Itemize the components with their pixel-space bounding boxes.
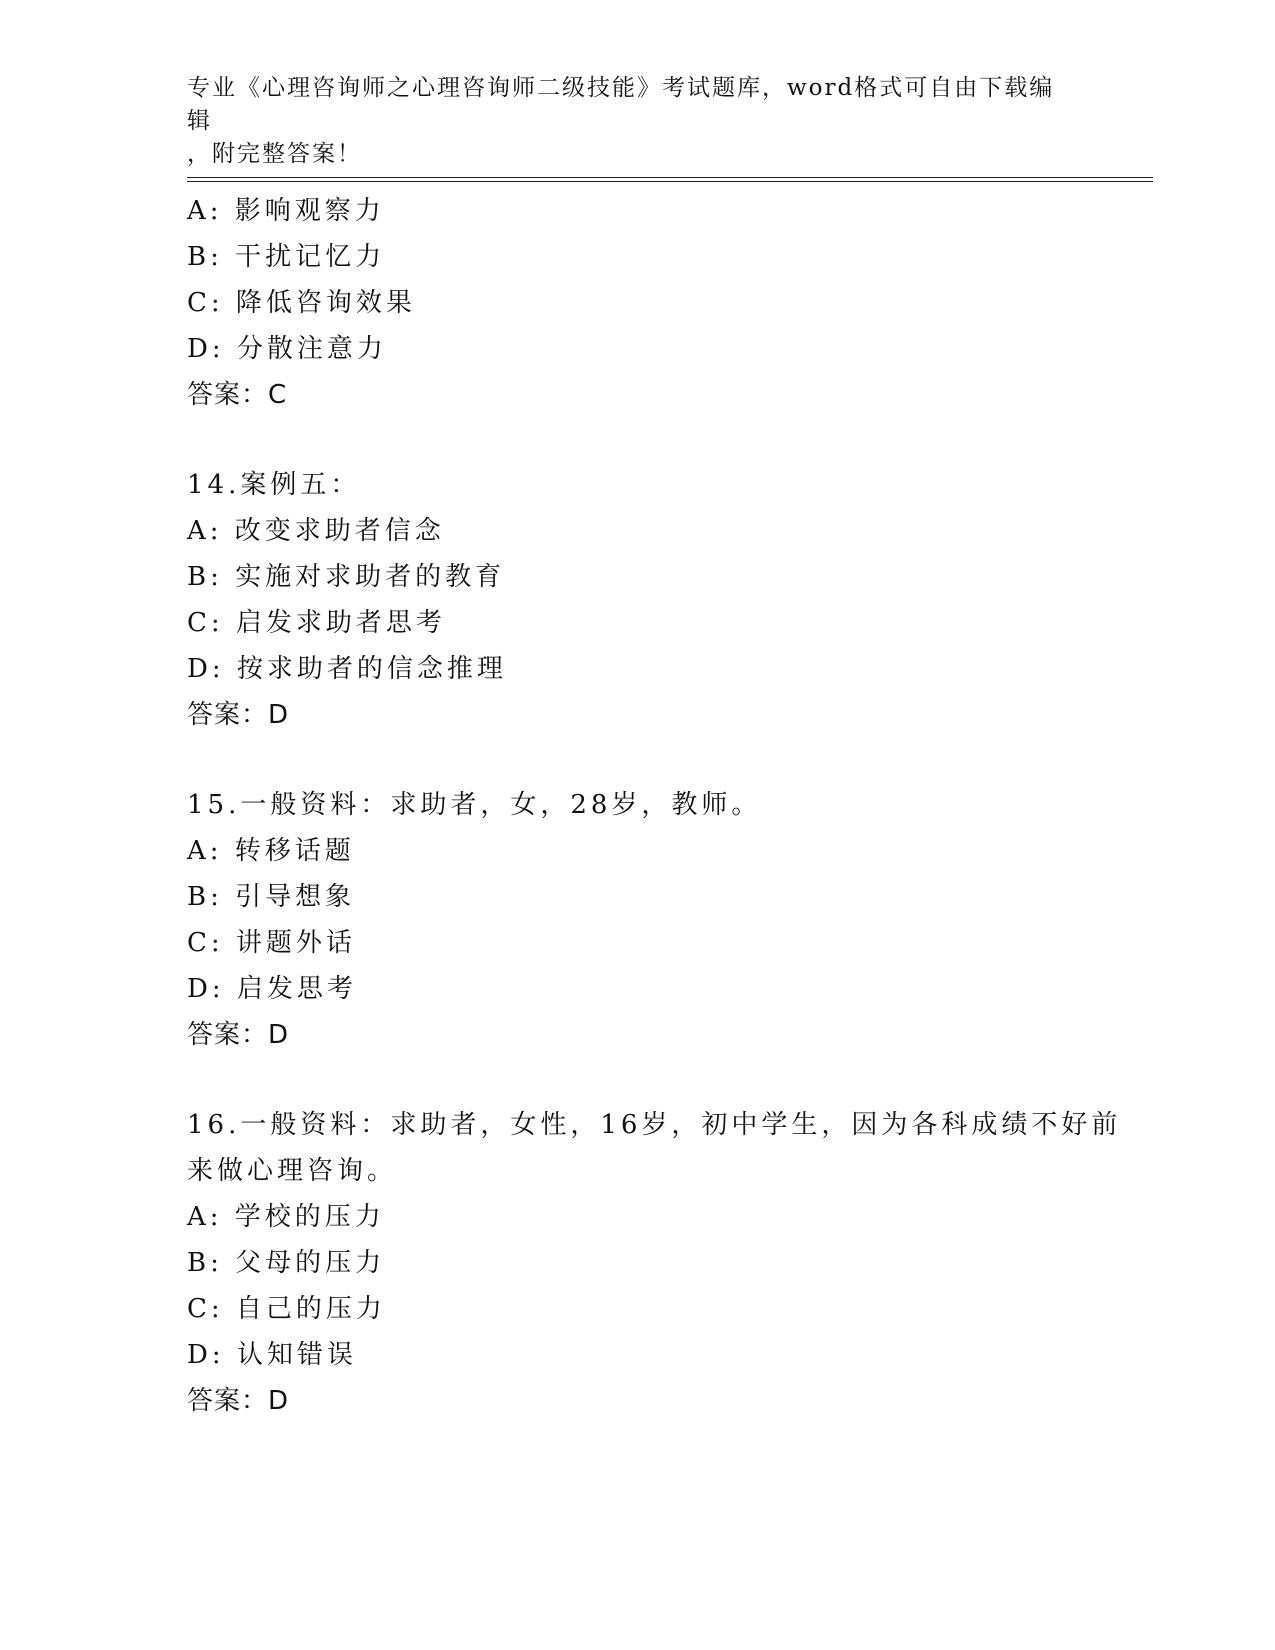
question-14 [187,462,1087,738]
option-c: C: 自己的压力 [187,1294,386,1324]
option-a: A: 学校的压力 [187,1202,385,1232]
answer-line: 答案：D [187,1020,290,1050]
option-b: B: 引导想象 [187,882,356,912]
option-b: B: 干扰记忆力 [187,242,386,272]
option-b: B: 父母的压力 [187,1248,386,1278]
question-stem-line-1: 16.一般资料：求助者，女性，16岁，初中学生，因为各科成绩不好前 [187,1110,1122,1140]
option-d: D: 认知错误 [187,1340,357,1370]
option-b: B: 实施对求助者的教育 [187,562,506,592]
header-divider-top [187,177,1153,178]
answer-line: 答案：D [187,700,290,730]
spacer [187,738,1087,782]
option-d: D: 启发思考 [187,974,357,1004]
question-13 [187,188,1087,418]
header-divider-bottom [187,181,1153,182]
question-15 [187,782,1087,1058]
question-16 [187,1102,1122,1424]
option-d: D: 按求助者的信念推理 [187,654,507,684]
question-stem-line-2: 来做心理咨询。 [187,1156,398,1186]
option-d: D: 分散注意力 [187,334,387,364]
answer-line: 答案：D [187,1386,290,1416]
question-stem: 15.一般资料：求助者，女，28岁，教师。 [187,790,762,820]
question-content [187,188,1122,1424]
spacer [187,418,1087,462]
option-a: A: 影响观察力 [187,196,385,226]
option-a: A: 转移话题 [187,836,355,866]
option-c: C: 启发求助者思考 [187,608,446,638]
option-a: A: 改变求助者信念 [187,516,445,546]
header-line-2: ，附完整答案！ [187,141,362,167]
option-c: C: 讲题外话 [187,928,356,958]
question-stem: 14.案例五： [187,470,361,500]
header-line-1: 专业《心理咨询师之心理咨询师二级技能》考试题库，word格式可自由下载编辑 [187,75,1055,134]
option-c: C: 降低咨询效果 [187,288,416,318]
answer-line: 答案：C [187,380,288,410]
spacer [187,1058,1087,1102]
document-header [187,72,1067,171]
